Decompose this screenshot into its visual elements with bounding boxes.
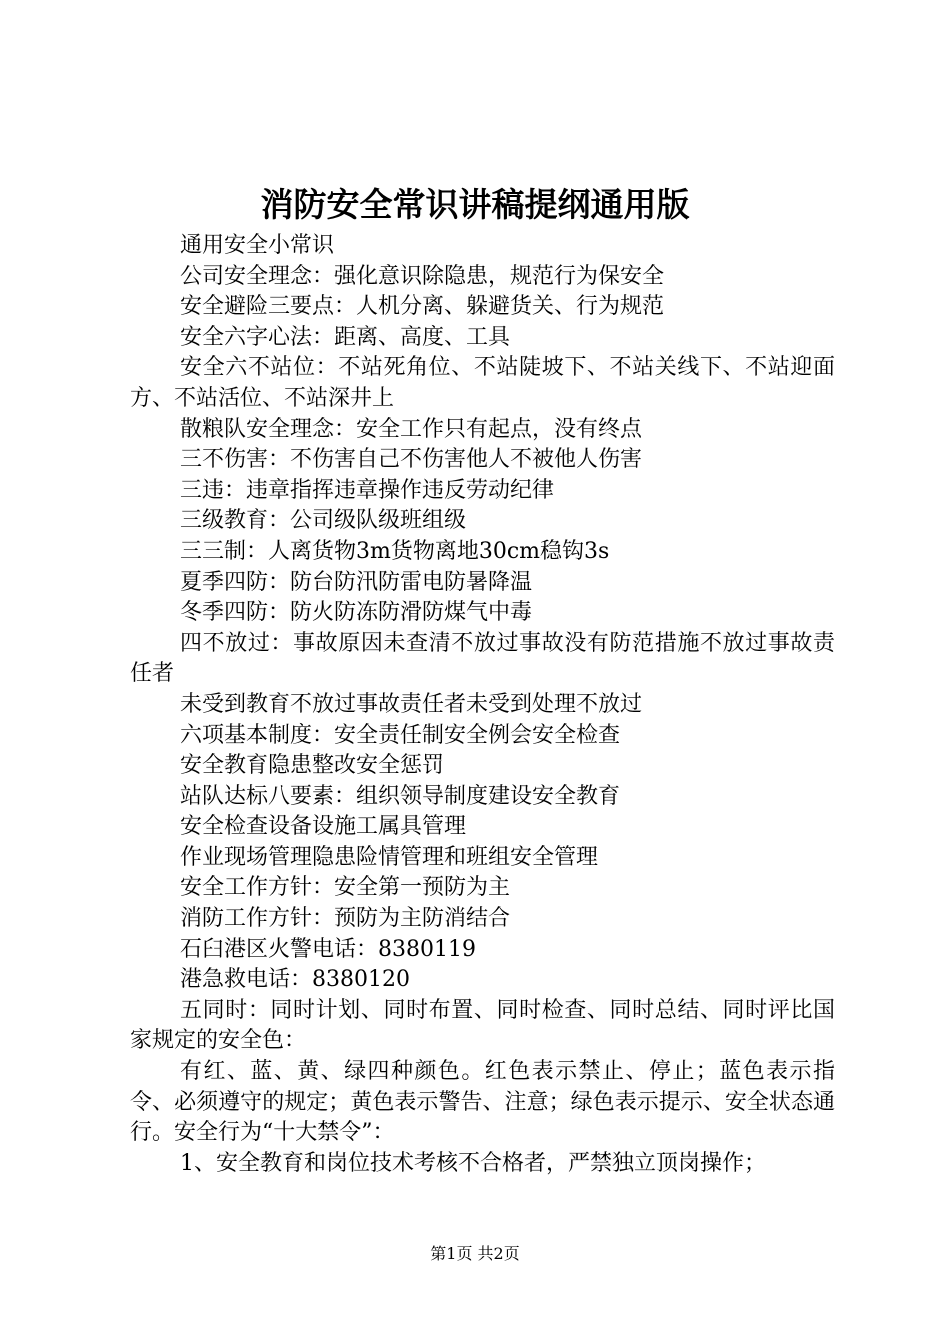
- page-footer: 第1页 共2页: [430, 1244, 520, 1263]
- paragraph: 安全教育隐患整改安全惩罚: [180, 753, 445, 779]
- paragraph: 四不放过：事故原因未查清不放过事故没有防范措施不放过事故责任者: [130, 630, 835, 687]
- paragraph: 港急救电话：8380120: [180, 967, 410, 993]
- paragraph: 三不伤害：不伤害自己不伤害他人不被他人伤害: [180, 447, 643, 473]
- paragraph: 石臼港区火警电话：8380119: [180, 936, 476, 962]
- paragraph: 有红、蓝、黄、绿四种颜色。红色表示禁止、停止；蓝色表示指令、必须遵守的规定；黄色表示警告、注意；绿色表示提示、安全状态通行。安全行为“十大禁令”：: [130, 1059, 835, 1146]
- paragraph: 安全六不站位：不站死角位、不站陡坡下、不站关线下、不站迎面方、不站活位、不站深井上: [130, 355, 835, 411]
- document-body: [130, 231, 835, 1179]
- paragraph: 散粮队安全理念：安全工作只有起点，没有终点: [180, 416, 643, 442]
- paragraph: 消防工作方针：预防为主防消结合: [180, 906, 511, 932]
- paragraph: 站队达标八要素：组织领导制度建设安全教育: [180, 783, 621, 809]
- paragraph: 安全工作方针：安全第一预防为主: [180, 875, 511, 901]
- paragraph: 1、安全教育和岗位技术考核不合格者，严禁独立顶岗操作；: [180, 1150, 766, 1176]
- paragraph: 三违：违章指挥违章操作违反劳动纪律: [180, 477, 555, 503]
- paragraph: 三级教育：公司级队级班组级: [180, 508, 467, 534]
- paragraph: 夏季四防：防台防汛防雷电防暑降温: [180, 569, 533, 595]
- paragraph: 作业现场管理隐患险情管理和班组安全管理: [180, 844, 599, 870]
- paragraph: 三三制：人离货物3m货物离地30cm稳钩3s: [180, 538, 610, 564]
- paragraph: 未受到教育不放过事故责任者未受到处理不放过: [180, 691, 643, 717]
- paragraph: 安全检查设备设施工属具管理: [180, 814, 467, 840]
- paragraph: 六项基本制度：安全责任制安全例会安全检查: [180, 722, 621, 748]
- document-title: 消防安全常识讲稿提纲通用版: [260, 185, 690, 224]
- paragraph: 公司安全理念：强化意识除隐患，规范行为保安全: [180, 263, 665, 289]
- paragraph: 安全六字心法：距离、高度、工具: [180, 324, 511, 350]
- paragraph: 冬季四防：防火防冻防滑防煤气中毒: [180, 600, 533, 626]
- paragraph: 安全避险三要点：人机分离、躲避货关、行为规范: [180, 294, 665, 320]
- paragraph: 通用安全小常识: [180, 233, 335, 258]
- paragraph: 五同时：同时计划、同时布置、同时检查、同时总结、同时评比国家规定的安全色：: [130, 997, 835, 1054]
